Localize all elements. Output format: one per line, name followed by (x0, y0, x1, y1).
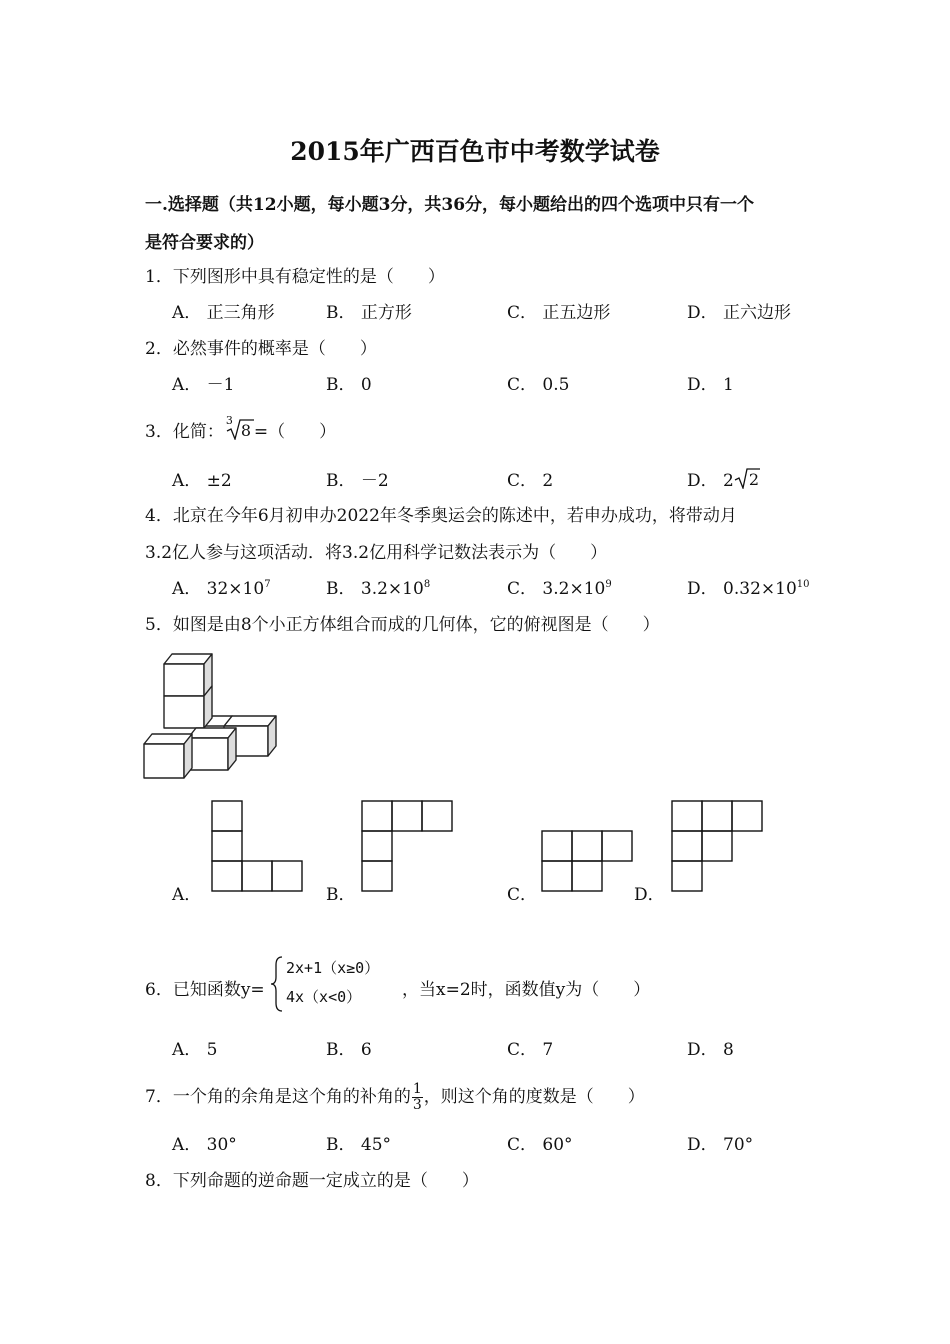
q4-option-a-base: A． 32×10 (172, 579, 265, 599)
q3-option-c: C． 2 (507, 471, 554, 491)
q3-suffix: =（ ） (253, 422, 337, 442)
question-1-stem: 1．下列图形中具有稳定性的是（ ） (145, 267, 445, 287)
question-3-stem (145, 414, 337, 442)
q7-option-a: A． 30° (172, 1135, 237, 1155)
q7-suffix: ，则这个角的度数是（ ） (423, 1087, 645, 1107)
q4-option-c-exponent: 9 (605, 579, 612, 590)
q6-option-c: C． 7 (507, 1040, 554, 1060)
q5-option-a: A． (172, 885, 202, 905)
page-title: 2015年广西百色市中考数学试卷 (290, 137, 660, 166)
radicand: 2 (748, 470, 760, 489)
cube-front-right (188, 728, 236, 770)
question-2-stem: 2．必然事件的概率是（ ） (145, 339, 377, 359)
q6-option-a: A． 5 (172, 1040, 218, 1060)
q2-option-a: A． －1 (172, 375, 235, 395)
q4-option-d-exponent: 10 (796, 579, 810, 590)
q4-option-b-base: B． 3.2×10 (326, 579, 424, 599)
q2-option-c: C． 0.5 (507, 375, 570, 395)
section-heading-line1: 一.选择题（共12小题，每小题3分，共36分，每小题给出的四个选项中只有一个 (145, 195, 755, 215)
q4-option-b-exponent: 8 (423, 579, 431, 590)
q4-option-c (507, 574, 612, 599)
fraction-denominator: 3 (412, 1097, 422, 1113)
question-4-line1: 4．北京在今年6月初申办2022年冬季奥运会的陈述中，若申办成功，将带动月 (145, 506, 737, 526)
fraction-numerator: 1 (412, 1081, 422, 1097)
q3-prefix: 3．化简： (145, 422, 224, 442)
q6-case-1: 2x+1（x≥0） (286, 959, 380, 977)
q4-option-b (326, 574, 430, 599)
q7-option-c: C． 60° (507, 1135, 573, 1155)
q5-option-b: B． (326, 885, 356, 905)
q6-option-b: B． 6 (326, 1040, 372, 1060)
q1-option-a: A． 正三角形 (172, 303, 275, 323)
q3-option-d-text: D． 2 (687, 471, 734, 491)
cube-root (224, 414, 254, 440)
q6-option-d: D． 8 (687, 1040, 734, 1060)
q3-option-d (687, 466, 760, 491)
q3-option-b: B． －2 (326, 471, 389, 491)
q5-option-a-grid (211, 800, 304, 893)
question-8-stem: 8．下列命题的逆命题一定成立的是（ ） (145, 1171, 479, 1191)
q7-option-b: B． 45° (326, 1135, 392, 1155)
q5-option-b-grid (361, 800, 454, 893)
q2-option-d: D． 1 (687, 375, 734, 395)
q1-option-d: D． 正六边形 (687, 303, 792, 323)
question-6-prefix: 6．已知函数y= (145, 980, 265, 1000)
q4-option-a (172, 574, 271, 599)
cube-front-left (144, 734, 192, 778)
q5-option-c-grid (541, 830, 634, 893)
q1-option-b: B． 正方形 (326, 303, 412, 323)
q5-option-c: C． (507, 885, 538, 905)
cube-solid-figure (140, 650, 280, 785)
q1-option-c: C． 正五边形 (507, 303, 611, 323)
q3-option-a: A． ±2 (172, 471, 232, 491)
section-heading-line2: 是符合要求的） (145, 233, 264, 253)
radicand: 8 (240, 421, 252, 440)
q5-option-d-grid (671, 800, 764, 893)
q4-option-d-base: D． 0.32×10 (687, 579, 797, 599)
question-6-suffix: ，当x=2时，函数值y为（ ） (402, 980, 651, 1000)
q6-case-2: 4x（x<0） (286, 988, 362, 1006)
q7-prefix: 7．一个角的余角是这个角的补角的 (145, 1087, 411, 1107)
q4-option-a-exponent: 7 (264, 579, 271, 590)
q7-option-d: D． 70° (687, 1135, 754, 1155)
q4-option-c-base: C． 3.2×10 (507, 579, 606, 599)
question-7-stem (145, 1082, 645, 1113)
q4-option-d (687, 574, 810, 599)
square-root (734, 469, 760, 489)
question-5-stem: 5．如图是由8个小正方体组合而成的几何体，它的俯视图是（ ） (145, 615, 660, 635)
q2-option-b: B． 0 (326, 375, 372, 395)
fraction (412, 1082, 423, 1113)
question-4-line2: 3.2亿人参与这项活动．将3.2亿用科学记数法表示为（ ） (145, 543, 608, 563)
left-brace-icon (270, 955, 284, 1013)
cube-stack-top (164, 654, 212, 696)
q5-option-d: D． (634, 885, 665, 905)
root-index: 3 (225, 414, 233, 427)
